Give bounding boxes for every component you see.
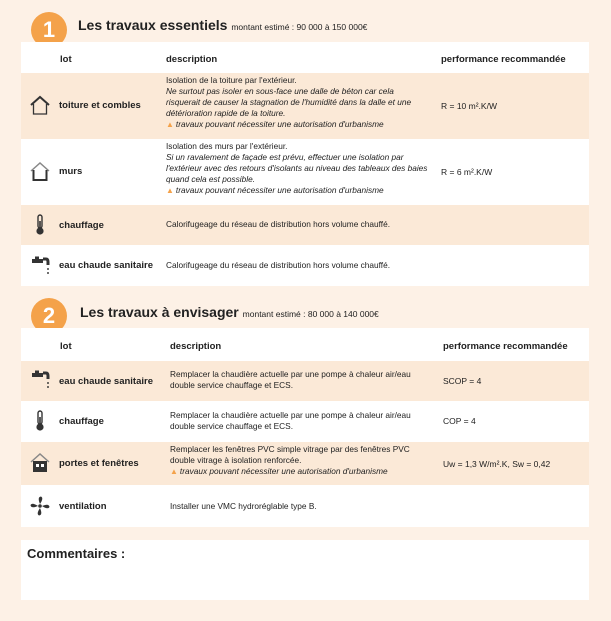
row-lot: eau chaude sanitaire bbox=[59, 260, 153, 271]
row-description-note: Si un ravalement de façade est prévu, effectuer une isolation par l'extérieur avec des retours d'isolants au niveau des tableaux des baies quand cela est possible. bbox=[166, 152, 428, 184]
row-description-main: Remplacer la chaudière actuelle par une pompe à chaleur air/eau double service chauffage et ECS. bbox=[170, 369, 411, 390]
row-description-note: Ne surtout pas isoler en sous-face une dalle de béton car cela risquerait de causer la stagnation de l'humidité dans la dalle et une détérioration rapide de la toiture. bbox=[166, 86, 412, 118]
comments-label: Commentaires : bbox=[27, 546, 126, 561]
row-lot: chauffage bbox=[59, 220, 104, 231]
section-2-title bbox=[80, 304, 379, 320]
header-lot: lot bbox=[60, 341, 72, 352]
section-2-number-badge: 2 bbox=[31, 298, 67, 334]
header-performance: performance recommandée bbox=[443, 341, 568, 352]
row-description-main: Remplacer les fenêtres PVC simple vitrage par des fenêtres PVC double vitrage à isolation renforcée. bbox=[170, 444, 410, 465]
table-row bbox=[21, 442, 589, 485]
header-performance: performance recommandée bbox=[441, 54, 566, 65]
row-description bbox=[170, 369, 432, 391]
section-1-title bbox=[78, 17, 367, 33]
header-description: description bbox=[166, 54, 218, 65]
row-lot: portes et fenêtres bbox=[59, 458, 139, 469]
table-row bbox=[21, 73, 589, 139]
row-warning-text: travaux pouvant nécessiter une autorisation d'urbanisme bbox=[179, 466, 388, 476]
header-lot: lot bbox=[60, 54, 72, 65]
section-1-amount: montant estimé : 90 000 à 150 000€ bbox=[231, 22, 368, 32]
roof-house-icon bbox=[29, 94, 51, 116]
thermometer-icon bbox=[29, 410, 51, 432]
row-warning-text: travaux pouvant nécessiter une autorisation d'urbanisme bbox=[175, 119, 384, 129]
fan-icon bbox=[29, 495, 51, 517]
row-description-main: Installer une VMC hydroréglable type B. bbox=[170, 501, 317, 511]
row-description bbox=[170, 501, 432, 512]
row-description bbox=[166, 141, 428, 196]
row-warning-text: travaux pouvant nécessiter une autorisation d'urbanisme bbox=[175, 185, 384, 195]
table-row bbox=[21, 205, 589, 245]
row-description bbox=[166, 75, 428, 130]
row-description-main: Isolation de la toiture par l'extérieur. bbox=[166, 75, 297, 85]
row-description bbox=[170, 410, 432, 432]
section-1-number-badge: 1 bbox=[31, 12, 67, 48]
row-description-main: Calorifugeage du réseau de distribution hors volume chauffé. bbox=[166, 260, 391, 270]
table-row bbox=[21, 485, 589, 527]
row-performance: COP = 4 bbox=[443, 416, 476, 426]
section-2-table bbox=[21, 328, 589, 527]
row-lot: chauffage bbox=[59, 416, 104, 427]
row-performance: R = 6 m².K/W bbox=[441, 167, 493, 177]
table-row bbox=[21, 245, 589, 286]
row-description-main: Calorifugeage du réseau de distribution hors volume chauffé. bbox=[166, 219, 391, 229]
section-1-title-text: Les travaux essentiels bbox=[78, 17, 228, 33]
warning-icon: ▲ bbox=[166, 120, 174, 129]
row-lot: ventilation bbox=[59, 501, 107, 512]
row-warning bbox=[170, 466, 432, 477]
row-description-main: Isolation des murs par l'extérieur. bbox=[166, 141, 288, 151]
table-row bbox=[21, 401, 589, 442]
comments-box[interactable] bbox=[21, 540, 589, 600]
row-performance: Uw = 1,3 W/m².K, Sw = 0,42 bbox=[443, 459, 551, 469]
warning-icon: ▲ bbox=[170, 467, 178, 476]
row-description bbox=[166, 260, 466, 271]
section-2-amount: montant estimé : 80 000 à 140 000€ bbox=[242, 309, 379, 319]
table-row bbox=[21, 361, 589, 401]
row-description bbox=[166, 219, 466, 230]
row-warning bbox=[166, 119, 428, 130]
house-windows-icon bbox=[29, 452, 51, 474]
faucet-icon bbox=[29, 255, 51, 277]
house-walls-icon bbox=[29, 160, 51, 182]
section-2-title-text: Les travaux à envisager bbox=[80, 304, 239, 320]
row-lot: murs bbox=[59, 166, 83, 177]
thermometer-icon bbox=[29, 214, 51, 236]
row-lot: eau chaude sanitaire bbox=[59, 376, 153, 387]
row-performance: R = 10 m².K/W bbox=[441, 101, 497, 111]
row-description bbox=[170, 444, 432, 477]
header-description: description bbox=[170, 341, 222, 352]
row-lot: toiture et combles bbox=[59, 100, 141, 111]
row-description-main: Remplacer la chaudière actuelle par une pompe à chaleur air/eau double service chauffage et ECS. bbox=[170, 410, 411, 431]
section-1-table bbox=[21, 42, 589, 286]
row-performance: SCOP = 4 bbox=[443, 376, 482, 386]
row-warning bbox=[166, 185, 428, 196]
table-row bbox=[21, 139, 589, 205]
warning-icon: ▲ bbox=[166, 186, 174, 195]
faucet-icon bbox=[29, 369, 51, 391]
